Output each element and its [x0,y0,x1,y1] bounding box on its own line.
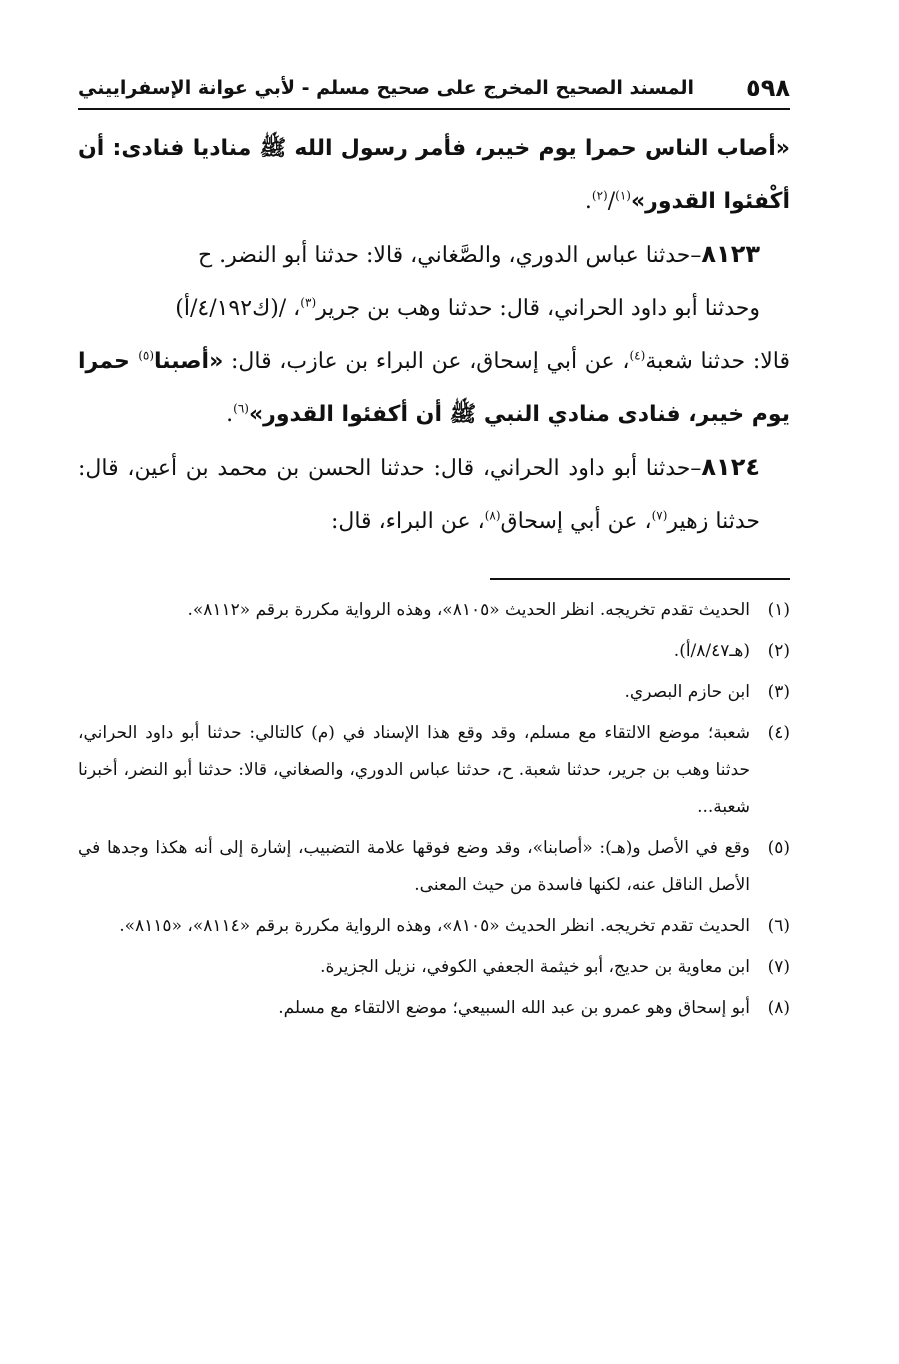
footnote-number: (٣) [767,682,790,702]
footnote-divider [490,578,790,580]
footnote-ref-2: (٢) [591,188,608,203]
footnote-text: (هـ٨/٤٧/أ). [673,641,750,661]
footnote-text: الحديث تقدم تخريجه. انظر الحديث «٨١٠٥»، وهذه الرواية مكررة برقم «٨١١٤»، «٨١١٥». [119,916,750,936]
main-text [78,122,790,548]
footnote [78,633,790,670]
footnote [78,715,790,826]
matn-text: «أصبنا [154,349,224,374]
page-header [78,70,790,110]
footnote [78,949,790,986]
footnote [78,830,790,904]
paragraph-hadith-8123-line1 [78,228,790,282]
footnote-ref-3: (٣) [300,295,317,310]
isnad-text: –حدثنا عباس الدوري، والصَّغاني، قالا: حدثنا أبو النضر. ح [197,243,702,268]
footnote-ref-5: (٥) [138,348,155,363]
isnad-text: قالا: حدثنا شعبة [645,349,790,374]
manuscript-ref: ، /(ك٤/١٩٢/أ) [175,296,301,321]
isnad-text: ، عن أبي إسحاق [500,509,652,534]
book-page [78,70,790,1031]
paragraph-hadith-8123-line3 [78,335,790,441]
footnote-text: الحديث تقدم تخريجه. انظر الحديث «٨١٠٥»، وهذه الرواية مكررة برقم «٨١١٢». [187,600,750,620]
footnote-ref-6: (٦) [233,401,249,416]
footnote-number: (٢) [767,641,790,661]
footnote-number: (٦) [767,916,790,936]
footnote [78,674,790,711]
period: . [584,189,592,214]
footnote-number: (٤) [767,723,790,743]
page-number: ٥٩٨ [746,74,790,102]
paragraph-hadith-continuation [78,122,790,228]
footnotes [78,592,790,1027]
running-title: المسند الصحيح المخرج على صحيح مسلم - لأبي عوانة الإسفراييني [78,77,694,99]
hadith-number: ٨١٢٤ [701,453,760,481]
footnote-number: (١) [767,600,790,620]
footnote-number: (٧) [767,957,790,977]
footnote-text: شعبة؛ موضع الالتقاء مع مسلم، وقد وقع هذا الإسناد في (م) كالتالي: حدثنا أبو داود الحراني، حدثنا وهب بن جرير، حدثنا شعبة. ح، حدثنا عباس الدوري، والصغاني، قالا: حدثنا أبو النضر، أخبرنا شعبة... [78,723,750,817]
isnad-text: ، عن أبي إسحاق، عن البراء بن عازب، قال: [223,349,630,374]
footnote-ref-1: (١) [615,188,631,203]
footnote-ref-4: (٤) [629,348,646,363]
footnote [78,908,790,945]
isnad-text: –حدثنا أبو داود الحراني، قال: حدثنا الحسن بن محمد بن أعين، قال: حدثنا زهير [78,456,760,534]
footnote [78,592,790,629]
footnote [78,990,790,1027]
isnad-text: وحدثنا أبو داود الحراني، قال: حدثنا وهب بن جرير [316,296,760,321]
footnote-text: ابن معاوية بن حديج، أبو خيثمة الجعفي الكوفي، نزيل الجزيرة. [320,957,750,977]
footnote-text: ابن حازم البصري. [624,682,750,702]
footnote-ref-8: (٨) [484,508,501,523]
paragraph-hadith-8123-line2 [78,282,790,335]
footnote-text: أبو إسحاق وهو عمرو بن عبد الله السبيعي؛ موضع الالتقاء مع مسلم. [278,998,750,1018]
footnote-text: وقع في الأصل و(هـ): «أصابنا»، وقد وضع فوقها علامة التضبيب، إشارة إلى أنه هكذا وجدها في الأصل الناقل عنه، لكنها فاسدة من حيث المعنى. [78,838,750,895]
isnad-text: ، عن البراء، قال: [330,509,485,534]
hadith-number: ٨١٢٣ [701,240,760,268]
hadith-text: «أصاب الناس حمرا يوم خيبر، فأمر رسول الله ﷺ مناديا فنادى: أن أكْفئوا القدور» [78,136,790,214]
footnote-ref-7: (٧) [651,508,668,523]
matn-text: حمرا يوم خيبر، فنادى منادي النبي ﷺ أن أكفئوا القدور» [78,349,790,427]
footnote-number: (٨) [767,998,790,1018]
separator: / [607,189,616,214]
footnote-number: (٥) [767,838,790,858]
period: . [226,402,234,427]
paragraph-hadith-8124 [78,441,790,548]
